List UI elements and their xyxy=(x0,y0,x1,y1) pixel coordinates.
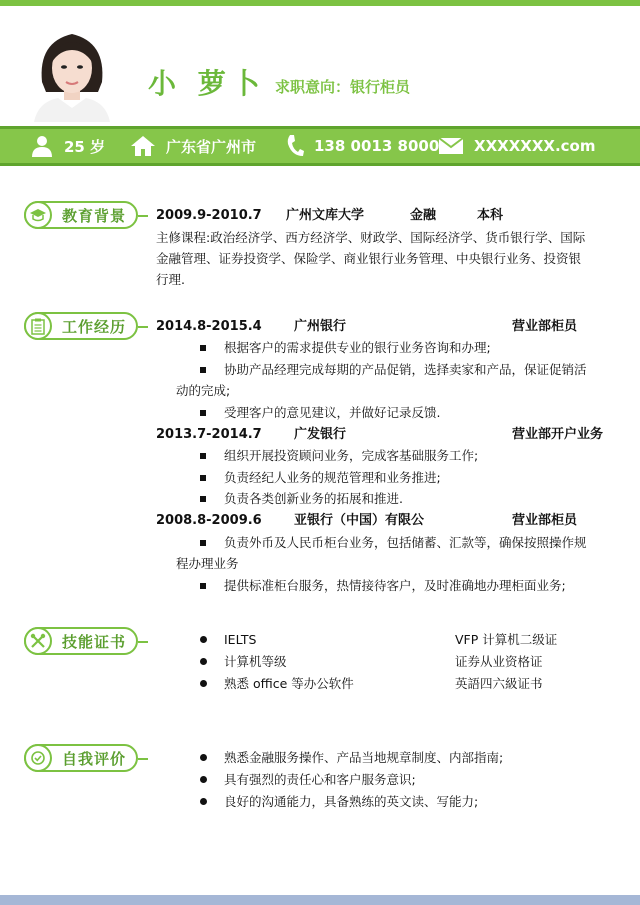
skill-item: IELTS xyxy=(224,632,257,647)
certificate-item: 英語四六級证书 xyxy=(455,676,543,691)
section-connector xyxy=(138,326,148,328)
email-item xyxy=(438,129,595,163)
email-text: XXXXXXX.com xyxy=(474,137,596,155)
job-intent: 求职意向：银行柜员 xyxy=(275,78,411,96)
job-duty: 协助产品经理完成每期的产品促销，选择卖家和产品，保证促销活 xyxy=(224,362,587,377)
job-duty: 组织开展投资顾问业务，完成客基础服务工作; xyxy=(224,448,479,463)
job-period: 2008.8-2009.6 xyxy=(156,513,262,528)
job-company: 广州银行 xyxy=(294,319,347,334)
person-icon xyxy=(30,135,54,157)
certificate-item: VFP 计算机二级证 xyxy=(455,632,558,647)
section-connector xyxy=(138,758,148,760)
badge-icon xyxy=(24,744,52,772)
job-period: 2013.7-2014.7 xyxy=(156,427,262,442)
tools-icon xyxy=(24,627,52,655)
section-title: 技能证书 xyxy=(62,632,127,651)
location-item xyxy=(130,129,256,163)
edu-major: 金融 xyxy=(410,208,437,223)
edu-courses-line1: 主修课程:政治经济学、西方经济学、财政学、国际经济学、货币银行学、国际 xyxy=(156,230,586,245)
job-company: 广发银行 xyxy=(294,427,347,442)
graduation-cap-icon xyxy=(24,201,52,229)
section-education-label xyxy=(24,201,138,229)
self-eval-item: 熟悉金融服务操作、产品当地规章制度、内部指南; xyxy=(224,750,504,765)
skill-item: 熟悉 office 等办公软件 xyxy=(224,676,354,691)
phone-icon xyxy=(286,134,304,158)
edu-degree: 本科 xyxy=(477,208,504,223)
job-duty: 负责各类创新业务的拓展和推进. xyxy=(224,491,403,506)
skill-item: 计算机等级 xyxy=(224,654,287,669)
top-accent-bar xyxy=(0,0,640,6)
location-text: 广东省广州市 xyxy=(166,137,257,156)
self-eval-item: 具有强烈的责任心和客户服务意识; xyxy=(224,772,416,787)
mail-icon xyxy=(438,137,464,155)
bottom-accent-bar xyxy=(0,895,640,905)
section-work-label xyxy=(24,312,138,340)
edu-courses-line2: 金融管理、证券投资学、保险学、商业银行业务管理、中央银行业务、投资银 xyxy=(156,251,582,266)
edu-school: 广州文库大学 xyxy=(286,208,365,223)
home-icon xyxy=(130,135,156,157)
section-connector xyxy=(138,641,148,643)
job-company: 亚银行（中国）有限公 xyxy=(294,513,425,528)
job-title: 营业部柜员 xyxy=(512,513,578,528)
age-text: 25 岁 xyxy=(64,137,106,156)
job-duty: 根据客户的需求提供专业的银行业务咨询和办理; xyxy=(224,340,491,355)
clipboard-icon xyxy=(24,312,52,340)
job-duty-cont: 程办理业务 xyxy=(176,556,239,571)
job-period: 2014.8-2015.4 xyxy=(156,319,262,334)
candidate-name: 小 萝卜 xyxy=(148,67,266,100)
age-item xyxy=(30,129,105,163)
job-duty-cont: 动的完成; xyxy=(176,383,231,398)
section-skills-label xyxy=(24,627,138,655)
section-self-label xyxy=(24,744,138,772)
section-title: 教育背景 xyxy=(62,206,127,225)
certificate-item: 证券从业资格证 xyxy=(455,654,543,669)
job-duty: 负责经纪人业务的规范管理和业务推进; xyxy=(224,470,441,485)
contact-info-bar xyxy=(0,126,640,166)
phone-item xyxy=(286,129,439,163)
section-connector xyxy=(138,215,148,217)
section-title: 自我评价 xyxy=(62,749,127,768)
phone-text: 138 0013 8000 xyxy=(314,137,440,155)
self-eval-item: 良好的沟通能力，具备熟练的英文读、写能力; xyxy=(224,794,479,809)
profile-photo xyxy=(28,22,116,122)
job-title: 营业部开户业务 xyxy=(512,427,604,442)
job-duty: 负责外币及人民币柜台业务，包括储蓄、汇款等，确保按照操作规 xyxy=(224,535,587,550)
section-title: 工作经历 xyxy=(62,317,127,336)
edu-period: 2009.9-2010.7 xyxy=(156,208,262,223)
job-duty: 受理客户的意见建议，并做好记录反馈. xyxy=(224,405,441,420)
job-title: 营业部柜员 xyxy=(512,319,578,334)
job-duty: 提供标准柜台服务，热情接待客户，及时准确地办理柜面业务; xyxy=(224,578,566,593)
edu-courses-line3: 行理. xyxy=(156,272,185,287)
